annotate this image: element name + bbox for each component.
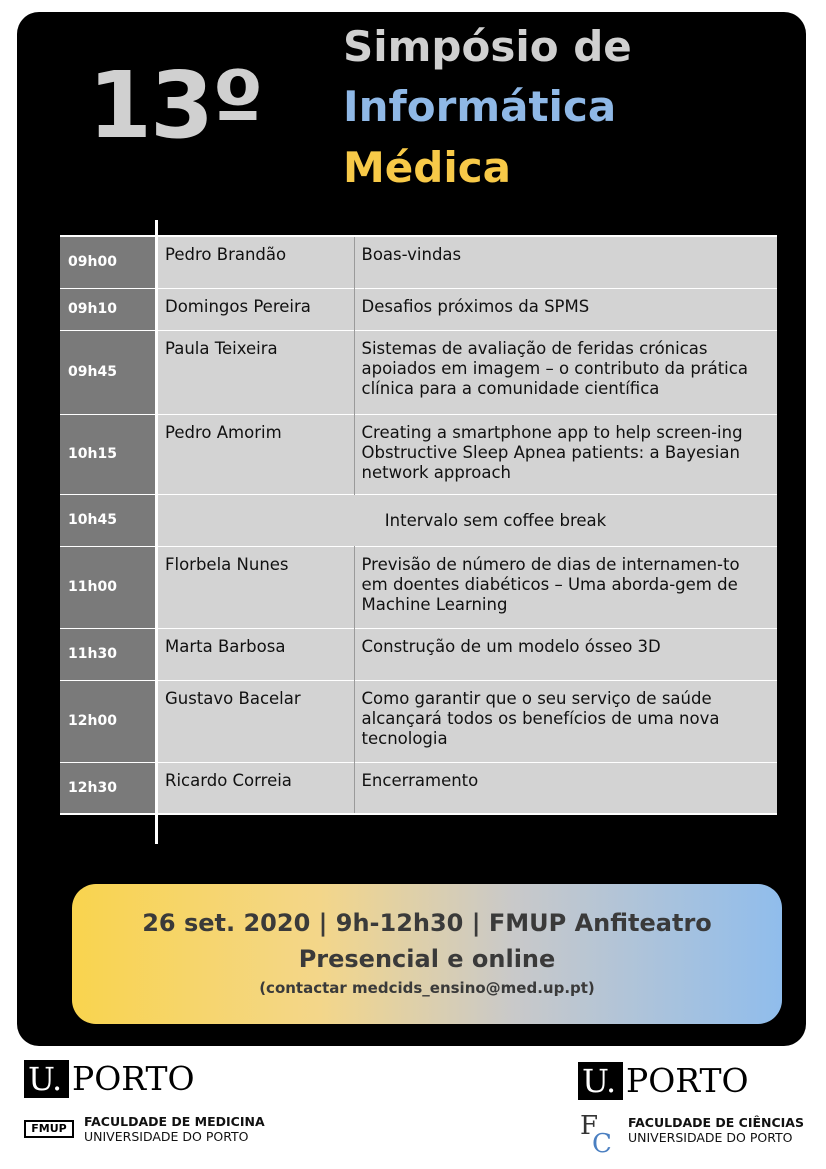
schedule-row xyxy=(60,762,777,814)
title-line-1: Simpósio de xyxy=(343,22,632,71)
schedule-speaker: Pedro Brandão xyxy=(156,236,354,288)
fc-emblem-icon xyxy=(578,1106,618,1154)
schedule-topic: Boas-vindas xyxy=(361,245,462,264)
schedule-topic: Sistemas de avaliação de feridas crónicas apoiados em imagem – o contributo da prática clínica para a comunidade científica xyxy=(354,330,777,414)
schedule-time: 12h00 xyxy=(60,680,156,762)
university-name-right: UNIVERSIDADE DO PORTO xyxy=(628,1130,793,1145)
porto-text-right: PORTO xyxy=(626,1061,749,1100)
schedule-row xyxy=(60,414,777,494)
schedule-time: 09h45 xyxy=(60,330,156,414)
schedule-topic: Construção de um modelo ósseo 3D xyxy=(354,628,777,680)
fmup-logo xyxy=(24,1060,304,1160)
porto-text-left: PORTO xyxy=(72,1059,195,1098)
schedule-speaker: Florbela Nunes xyxy=(156,546,354,628)
u-box-right: U. xyxy=(578,1062,623,1100)
edition-number: 13º xyxy=(88,52,262,159)
svg-text:C: C xyxy=(592,1129,612,1154)
u-box-left: U. xyxy=(24,1060,69,1098)
schedule-time: 09h00 xyxy=(60,236,156,288)
schedule-row xyxy=(60,546,777,628)
uporto-wordmark-left xyxy=(24,1060,304,1098)
schedule-speaker: Domingos Pereira xyxy=(156,288,354,330)
schedule-time: 11h00 xyxy=(60,546,156,628)
schedule-break: Intervalo sem coffee break xyxy=(156,494,777,546)
schedule-row xyxy=(60,288,777,330)
schedule-row xyxy=(60,628,777,680)
schedule-speaker: Gustavo Bacelar xyxy=(156,680,354,762)
uporto-wordmark-right xyxy=(578,1062,818,1100)
schedule-speaker: Pedro Amorim xyxy=(156,414,354,494)
schedule-row xyxy=(60,330,777,414)
schedule-row xyxy=(60,494,777,546)
schedule-speaker: Paula Teixeira xyxy=(156,330,354,414)
university-name-left: UNIVERSIDADE DO PORTO xyxy=(84,1129,249,1144)
event-contact: (contactar medcids_ensino@med.up.pt) xyxy=(259,979,595,997)
schedule-time: 10h45 xyxy=(60,494,156,546)
schedule-topic: Previsão de número de dias de internamen-to em doentes diabéticos – Uma aborda-gem de Machine Learning xyxy=(354,546,777,628)
schedule-speaker: Ricardo Correia xyxy=(156,762,354,814)
schedule-topic: Como garantir que o seu serviço de saúde alcançará todos os benefícios de uma nova tecnologia xyxy=(354,680,777,762)
schedule-table xyxy=(60,235,777,815)
faculty-name-left: FACULDADE DE MEDICINA xyxy=(84,1114,265,1129)
svg-text:F: F xyxy=(580,1111,599,1141)
schedule-time: 11h30 xyxy=(60,628,156,680)
title-line-3: Médica xyxy=(343,143,511,192)
event-info-box xyxy=(72,884,782,1024)
faculty-name-right: FACULDADE DE CIÊNCIAS xyxy=(628,1115,804,1130)
schedule-speaker: Marta Barbosa xyxy=(156,628,354,680)
schedule-row xyxy=(60,236,777,288)
schedule-time: 12h30 xyxy=(60,762,156,814)
fmup-badge: FMUP xyxy=(24,1120,74,1138)
title-line-2: Informática xyxy=(343,82,617,131)
schedule-topic: Desafios próximos da SPMS xyxy=(354,288,777,330)
schedule-row xyxy=(60,680,777,762)
schedule-topic: Encerramento xyxy=(354,762,777,814)
schedule-topic: Creating a smartphone app to help screen-ing Obstructive Sleep Apnea patients: a Bayesian network approach xyxy=(354,414,777,494)
event-date-time-place: 26 set. 2020 | 9h-12h30 | FMUP Anfiteatro xyxy=(142,909,712,937)
schedule-time: 10h15 xyxy=(60,414,156,494)
fcup-logo xyxy=(578,1062,818,1162)
timeline-divider xyxy=(155,220,158,844)
event-format: Presencial e online xyxy=(298,945,556,973)
schedule-time: 09h10 xyxy=(60,288,156,330)
